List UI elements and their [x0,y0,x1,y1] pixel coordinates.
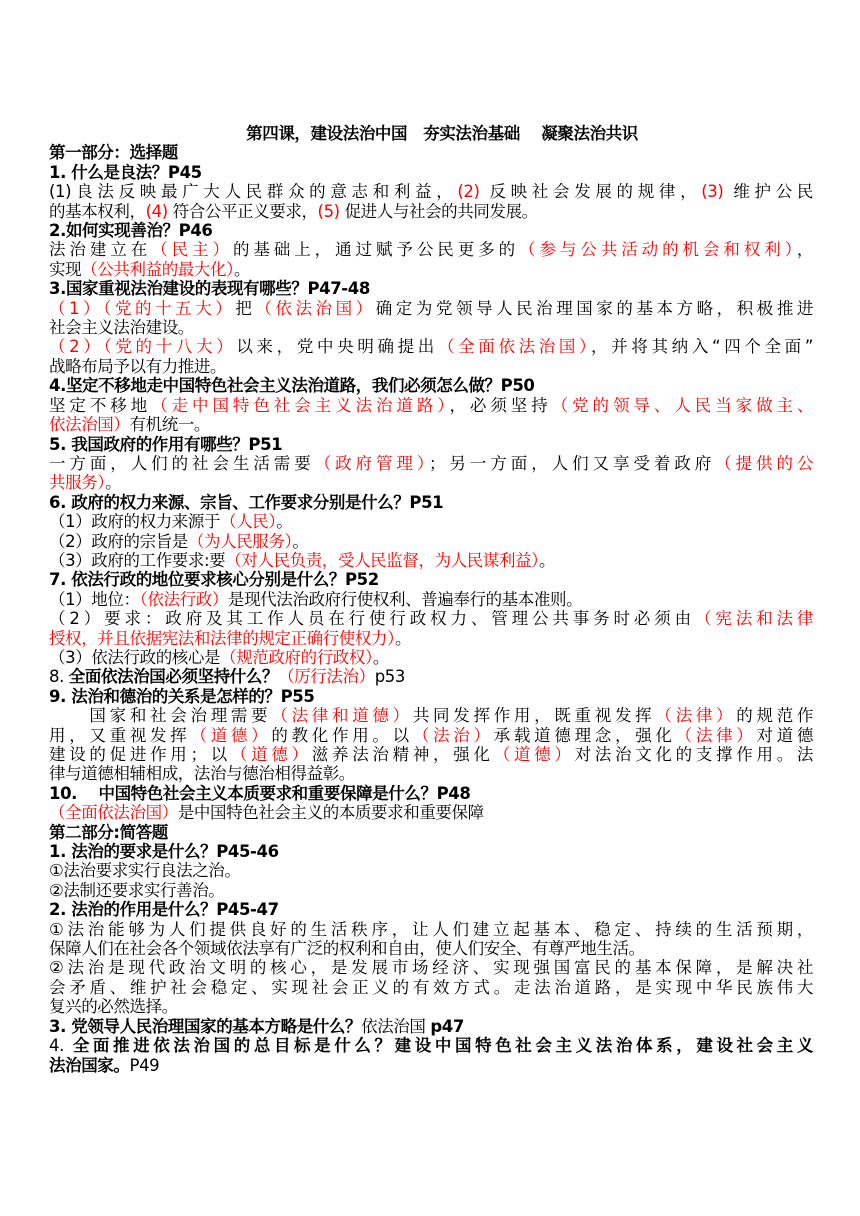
text-run: p53 [374,667,405,687]
text-run: 3.国家重视法治建设的表现有哪些？P47-48 [49,279,370,299]
answer-7-line-4 [49,648,813,667]
text-run: 滋养法治精神，强化 [311,745,494,764]
text-run: 1. 法治的要求是什么？P45-46 [49,842,279,862]
text-run: 会矛盾、维护社会稳定、实现社会正义的有效方式。走法治道路，是实现中华民族伟大 [49,977,813,997]
text-run: 反映社会发展的规律， [479,182,702,202]
question-4 [49,376,813,395]
text-run: （依法行政） [139,589,228,609]
text-run: 社会主义法治建设。 [49,318,194,338]
short-answer-2-line-2 [49,939,813,958]
text-run: 是现代法治政府行使权利、普遍奉行的基本准则。 [227,589,583,609]
answer-3-line-1 [49,299,813,318]
text-run: 一方面，人们的社会生活需要 [49,453,315,473]
text-run: (1)良法反映最广大人民群众的意志和利益， [49,182,458,202]
answer-3-line-2 [49,318,813,337]
text-run: ，并将其纳入“四个全面” [591,337,813,357]
text-run: （为人民服务） [187,531,293,551]
text-run: （1）政府的权力来源于 [49,512,221,532]
short-answer-2-line-1 [49,920,813,939]
text-run: 对道德 [756,725,814,745]
answer-3-line-4 [49,357,813,376]
text-run: ①法治要求实行良法之治。 [49,861,241,881]
text-run: （公共利益的最大化） [81,259,234,279]
text-run: 承载道德理念，强化 [493,725,676,745]
text-run: ②法制还要求实行善治。 [49,880,225,900]
text-run: 以来，党中央明确提出 [236,337,438,357]
text-run: 确定为党领导人民治理国家的基本方略，积极推进 [375,298,813,318]
text-run: 共服务） [49,473,106,493]
text-run: 2. 法治的作用是什么？P45-47 [49,900,279,920]
answer-7-line-1 [49,590,813,609]
text-run: （2）政府的宗旨是 [49,531,188,551]
text-run: 10. 中国特色社会主义本质要求和重要保障是什么？P48 [49,783,471,803]
short-question-3 [49,1017,813,1036]
text-run: （道德） [493,745,575,764]
text-run: ；另一方面，人们又享受着政府 [429,453,716,473]
document-page [49,124,813,1075]
answer-7-line-2 [49,609,813,628]
short-question-2 [49,900,813,919]
text-run: （法治） [412,725,494,745]
text-run: （法律和道德） [271,706,413,726]
text-run: 5. 我国政府的作用有哪些？P51 [49,434,283,454]
text-run: 的规范作 [736,706,814,726]
question-7 [49,570,813,589]
text-run: （法律） [675,725,757,745]
text-run: 。 [539,550,556,570]
text-run: （3）依法行政的核心是 [49,647,221,667]
answer-1-line-2 [49,202,813,221]
part-one-heading [49,143,813,162]
short-question-4-line-1 [49,1036,813,1055]
text-run: 的基础上，通过赋予公民更多的 [232,240,520,260]
answer-6-line-2 [49,532,813,551]
answer-5-line-2 [49,473,813,492]
text-run: 依法治国 [361,1016,431,1036]
text-run: 共同发挥作用，既重视发挥 [412,706,656,726]
text-run: 3. 党领导人民治理国家的基本方略是什么？ [49,1016,362,1036]
text-run: 4.坚定不移地走中国特色社会主义法治道路，我们必须怎么做？P50 [49,376,535,396]
answer-10 [49,803,813,822]
answer-1-line-1 [49,182,813,201]
text-run: ②法治是现代政治文明的核心，是发展市场经济、实现强国富民的基本保障，是解决社 [49,958,813,978]
text-run: （厉行法治） [278,667,375,687]
text-run: 第二部分:简答题 [49,822,168,842]
text-run: 的基本权利， [49,201,146,221]
text-run: 。 [394,628,412,648]
text-run: 8. [49,667,69,687]
text-run: 1. 什么是良法？P45 [49,162,202,182]
text-run: （参与公共活动的机会和权利） [519,240,797,260]
text-run: 7. 依法行政的地位要求核心分别是什么？P52 [49,570,379,590]
text-run: （对人民负责，受人民监督，为人民谋利益） [225,550,540,570]
question-1 [49,163,813,182]
text-run: （党的领导、人民当家做主、 [551,395,813,415]
text-run: 实现 [49,259,82,279]
text-run: （2）（党的十八大） [49,337,237,357]
text-run: 全面推进依法治国的总目标是什么？建设中国特色社会主义法治体系，建设社会主义 [72,1036,813,1056]
text-run: （道德） [190,725,272,745]
text-run: （人民） [220,512,277,532]
text-run: 。 [233,259,251,279]
question-9 [49,687,813,706]
text-run: （提供的公 [715,453,813,473]
question-10 [49,784,813,803]
answer-9-line-3 [49,745,813,764]
answer-5-line-1 [49,454,813,473]
answer-9-line-2 [49,726,813,745]
text-run: 国家和社会治理需要 [49,706,272,726]
answer-9-line-4 [49,764,813,783]
text-run: 法治国家。 [49,1055,130,1075]
short-answer-1-line-1 [49,861,813,880]
text-run: （2）要求：政府及其工作人员在行使行政权力、管理公共事务时必须由 [49,609,696,629]
short-answer-2-line-5 [49,997,813,1016]
text-run: 用，又重视发挥 [49,725,191,745]
question-3 [49,279,813,298]
text-run: 。 [292,531,309,551]
text-run: 是中国特色社会主义的本质要求和重要保障 [177,803,484,823]
short-question-4-line-2 [49,1056,813,1075]
text-run: 4. [49,1036,73,1056]
answer-6-line-1 [49,512,813,531]
text-run: 第一部分：选择题 [49,143,178,163]
answer-2-line-2 [49,260,813,279]
answer-4-line-1 [49,396,813,415]
text-run: 维护公民 [723,182,813,202]
text-run: （全面依法治国） [437,337,592,357]
text-run: （走中国特色社会主义法治道路） [151,395,450,415]
answer-2-line-1 [49,240,813,259]
text-run: （法律） [655,706,737,726]
short-answer-2-line-3 [49,958,813,977]
text-run: 全面依法治国必须坚持什么？ [68,667,279,687]
part-two-heading [49,823,813,842]
text-run: （宪法和法律 [695,609,813,629]
document-body [49,143,813,1075]
text-run: （依法治国） [255,298,376,318]
text-run: ， [796,240,814,260]
text-run: P49 [129,1055,160,1075]
text-run: 战略布局予以有力推进。 [49,356,227,376]
text-run: 保障人们在社会各个领域依法享有广泛的权利和自由，使人们安全、有尊严地生活。 [49,939,645,959]
question-8 [49,667,813,686]
text-run: 9. 法治和德治的关系是怎样的？P55 [49,686,315,706]
text-run: （道德） [230,745,312,764]
text-run: 。 [372,647,389,667]
text-run: （民主） [151,240,233,260]
question-2 [49,221,813,240]
text-run: 坚定不移地 [49,395,152,415]
text-run: p47 [430,1016,464,1036]
text-run: （政府管理） [314,453,430,473]
short-answer-1-line-2 [49,881,813,900]
text-run: ，必须坚持 [449,395,552,415]
text-run: （3）政府的工作要求:要 [49,550,226,570]
text-run: 复兴的必然选择。 [49,997,178,1017]
text-run: 。 [276,512,293,532]
text-run: 依法治国） [49,415,130,435]
text-run: 2.如何实现善治？P46 [49,221,213,241]
text-run: 促进人与社会的共同发展。 [339,201,538,221]
text-run: (4) [145,201,168,221]
text-run: (2) [457,182,480,202]
text-run: 符合公平正义要求， [167,201,318,221]
short-question-1 [49,842,813,861]
text-run: 对法治文化的支撑作用。法 [574,745,814,764]
text-run: (5) [317,201,340,221]
text-run: 有机统一。 [129,415,211,435]
page-title: 第四课，建设法治中国 夯实法治基础 凝聚法治共识 [246,124,638,143]
answer-9-line-1 [49,706,813,725]
answer-7-line-3 [49,629,813,648]
answer-4-line-2 [49,415,813,434]
text-run: 6. 政府的权力来源、宗旨、工作要求分别是什么？P51 [49,492,444,512]
text-run: 。 [105,473,122,493]
text-run: 建设的促进作用；以 [49,745,231,764]
short-answer-2-line-4 [49,978,813,997]
text-run: 法治建立在 [49,240,152,260]
text-run: ①法治能够为人们提供良好的生活秩序，让人们建立起基本、稳定、持续的生活预期， [49,919,813,939]
question-6 [49,493,813,512]
text-run: 的教化作用。以 [271,725,413,745]
text-run: （1）（党的十五大） [49,298,236,318]
text-run: 把 [235,298,256,318]
answer-3-line-3 [49,337,813,356]
answer-6-line-3 [49,551,813,570]
text-run: （全面依法治国） [49,803,178,823]
text-run: (3) [701,182,724,202]
text-run: 授权，并且依据宪法和法律的规定正确行使权力） [49,628,395,648]
question-5 [49,435,813,454]
text-run: 律与道德相辅相成，法治与德治相得益彰。 [49,764,355,784]
text-run: （规范政府的行政权） [220,647,373,667]
text-run: （1）地位： [49,589,140,609]
